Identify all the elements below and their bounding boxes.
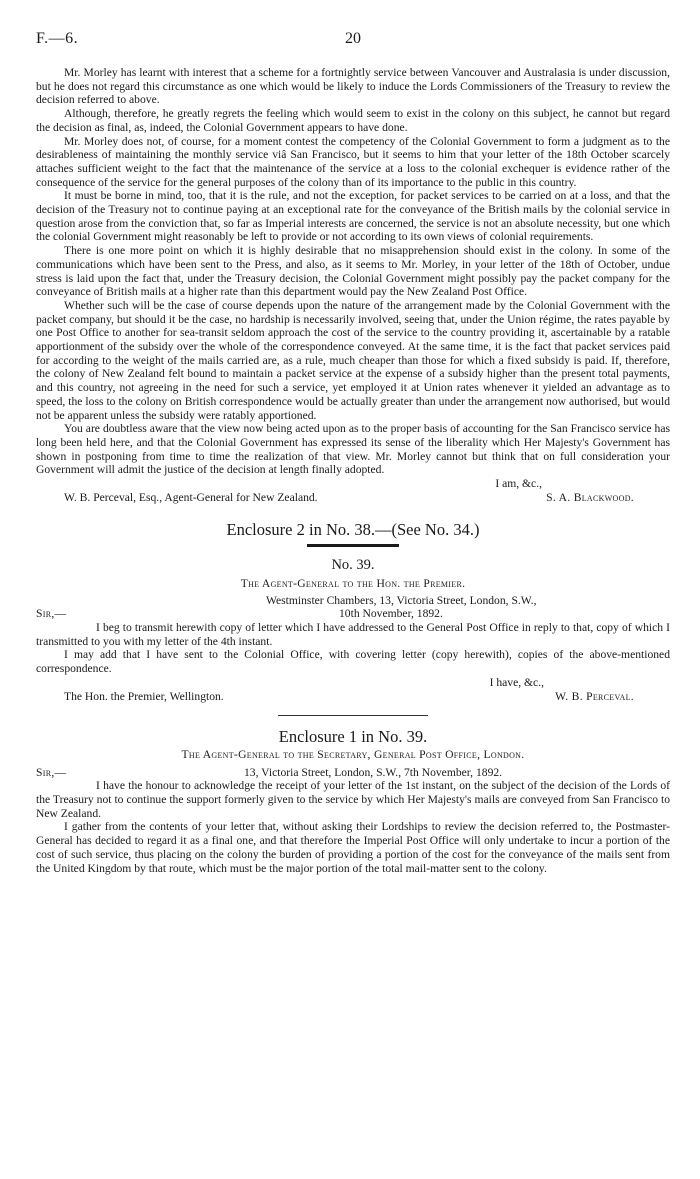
divider — [278, 715, 428, 716]
paragraph: I gather from the contents of your letter that, without asking their Lordships to review the decision referred to, the Postmaster-General has decided to regard it as a final one, and that therefore the Imperial Post Office will only undertake to incur a portion of the cost of such service, thus placing on the colony the burden of providing a portion of the cost for the conveyance of the mails sent from the United Kingdom by that route, which must be the major portion of the total mail-matter sent to the colony. — [36, 820, 670, 875]
letter-body — [36, 66, 670, 477]
paragraph: Although, therefore, he greatly regrets the feeling which would seem to exist in the colony on this subject, he cannot but regard the decision as final, as, indeed, the Colonial Government appears to have done. — [36, 107, 670, 134]
paragraph: Mr. Morley has learnt with interest that a scheme for a fortnightly service between Vancouver and Australasia is under discussion, but he does not regard this circumstance as one which would be likely to induce the Lords Commissioners of the Treasury to review the decision referred to above. — [36, 66, 670, 107]
paragraph: It must be borne in mind, too, that it is the rule, and not the exception, for packet services to be carried on at a loss, and that the decision of the Treasury not to continue paying at an exceptional rate for the conveyance of the British mails by the colonial service in question arose from the conviction that, so far as Imperial interests are concerned, the service is not an absolute necessity, but one which the colonial Government might reasonably be left to provide or not according to its own views of colonial requirements. — [36, 189, 670, 244]
document-reference: F.—6. — [36, 30, 79, 47]
enclosure-title: Enclosure 2 in No. 38.—(See No. 34.) — [226, 519, 480, 539]
enclosure-title: Enclosure 1 in No. 39. — [278, 727, 428, 747]
paragraph: Mr. Morley does not, of course, for a moment contest the competency of the Colonial Government to form a judgment as to the desirableness of maintaining the monthly service viâ San Francisco, but it seems to him that your letter of the 18th October scarcely attaches sufficient weight to the fact that the maintenance of the service at a loss to the colonial exchequer is evidence rather of the consequence of the service for the general purposes of the colony than of its importance to the public in this country. — [36, 134, 670, 189]
salutation: Sir,— — [36, 607, 67, 621]
signature-row — [36, 690, 670, 704]
letter-number: No. 39. — [331, 557, 375, 574]
letter-closing: I have, &c., — [489, 675, 544, 689]
signature: S. A. Blackwood. — [546, 490, 634, 504]
from-to-line: The Agent-General to the Secretary, General Post Office, London. — [181, 747, 525, 761]
from-to-line: The Agent-General to the Hon. the Premier. — [240, 576, 466, 590]
sender-address: Westminster Chambers, 13, Victoria Street, London, S.W., — [266, 593, 537, 607]
paragraph: Whether such will be the case of course depends upon the nature of the arrangement made by the Colonial Government with the packet company, but should it be the case, no hardship is necessarily involved, seeing that, under the Union régime, the rates payable by one Post Office to another for sea-transit seldom approach the cost of the service to the country providing it, ascertainable by a ratable apportionment of the subsidy over the whole of the correspondence conveyed. At the same time, it is the fact that packet services paid for according to the weight of the mails carried are, as a rule, much cheaper than those for which a fixed subsidy is paid. If, therefore, the colony of New Zealand felt bound to maintain a packet service at the expense of a subsidy higher than the present total payments, and this country, not agreeing in the need for such a service, yet employed it at Union rates whenever it yielded an advantage as to speed, the loss to the colony on British correspondence would be actually greater than under the arrangement now authorised, but would not be apparent unless the subsidy were ratably apportioned. — [36, 298, 670, 422]
letter-closing: I am, &c., — [495, 477, 542, 491]
signature: W. B. Perceval. — [555, 689, 634, 703]
divider — [307, 544, 399, 547]
salutation-row — [36, 766, 670, 780]
salutation-row — [36, 607, 670, 621]
letter-date: 10th November, 1892. — [339, 607, 443, 621]
paragraph: I have the honour to acknowledge the receipt of your letter of the 1st instant, on the subject of the decision of the Lords of the Treasury not to continue the support formerly given to the service by which Her Majesty's mails are conveyed from San Francisco to New Zealand. — [36, 779, 670, 820]
paragraph: I beg to transmit herewith copy of letter which I have addressed to the General Post Office in reply to that, copy of which I transmitted to you with my letter of the 4th instant. — [36, 621, 670, 648]
paragraph: I may add that I have sent to the Colonial Office, with covering letter (copy herewith), copies of the above-mentioned correspondence. — [36, 648, 670, 676]
salutation: Sir,— — [36, 765, 67, 779]
page-number: 20 — [345, 30, 361, 47]
page-header — [36, 32, 670, 66]
signature-row — [36, 491, 670, 505]
paragraph: You are doubtless aware that the view now being acted upon as to the proper basis of accounting for the San Francisco service has long been held here, and that the Colonial Government has expressed its sense of the liberality which Her Majesty's Government has shown in postponing from time to time the realization of that view. Mr. Morley cannot but think that on full consideration your Government will admit the justice of the decision at length finally adopted. — [36, 422, 670, 477]
paragraph: There is one more point on which it is highly desirable that no misapprehension should exist in the colony. In some of the communications which have been sent to the Press, and also, as it seems to Mr. Morley, in your letter of the 18th of October, undue stress is laid upon the fact that, under the Treasury decision, the Colonial Government might possibly pay the packet company for the conveyance of British mails at a higher rate than this department would pay the New Zealand Post Office. — [36, 244, 670, 299]
sender-address-date: 13, Victoria Street, London, S.W., 7th November, 1892. — [244, 765, 503, 779]
addressee: W. B. Perceval, Esq., Agent-General for New Zealand. — [64, 490, 318, 504]
addressee: The Hon. the Premier, Wellington. — [64, 689, 224, 703]
